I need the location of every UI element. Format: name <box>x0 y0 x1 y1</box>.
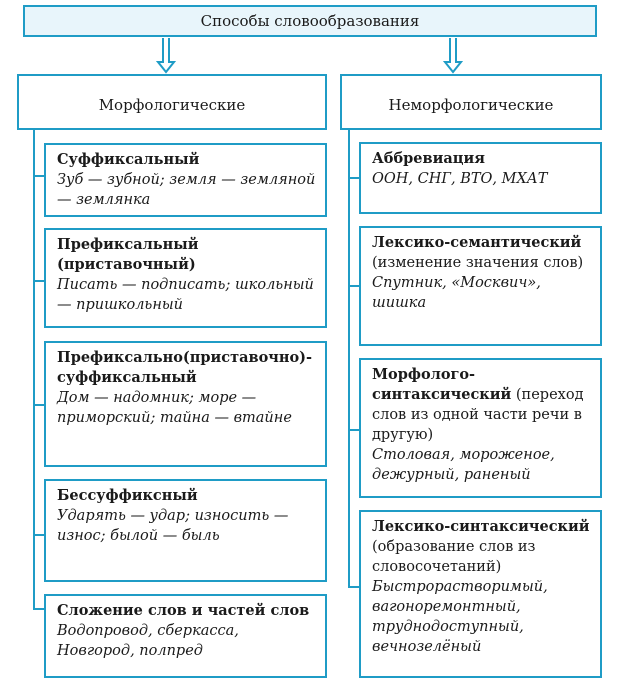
abbreviation-examples: ООН, СНГ, ВТО, МХАТ <box>372 171 548 187</box>
prefix-suffix-method-examples: Дом — надомник; море — приморский; тайна — втайне <box>57 390 292 426</box>
morpho-syntactic-box <box>359 358 602 498</box>
morpho-syntactic-desc: (переход слов из одной части речи в другую) <box>372 387 584 443</box>
morpho-syntactic-name: Морфолого-синтаксический <box>372 366 512 403</box>
prefix-method-box <box>44 228 327 328</box>
nonmorphological-heading <box>340 74 602 130</box>
lexical-semantic-desc: (изменение значения слов) <box>372 255 584 271</box>
compounding-method-examples: Водопровод, сберкасса, Новгород, полпред <box>57 623 239 659</box>
suffix-method-name: Суффиксальный <box>57 151 200 168</box>
lexical-syntactic-examples: Быстрорастворимый, вагоноремонтный, труднодоступный, вечнозелёный <box>372 579 548 655</box>
nonmorphological-heading-text: Неморфологические <box>388 96 554 114</box>
left-connector-vertical <box>33 129 35 609</box>
prefix-suffix-method-name: Префиксально(приставочно)-суффиксальный <box>57 349 313 386</box>
nonsuffix-method-examples: Ударять — удар; износить — износ; былой — быль <box>57 508 289 544</box>
nonsuffix-method-name: Бессуффиксный <box>57 487 198 504</box>
diagram-title-text: Способы словообразования <box>200 12 420 30</box>
lexical-semantic-examples: Спутник, «Москвич», шишка <box>372 275 541 311</box>
right-connector-vertical <box>348 129 350 588</box>
lexical-semantic-box <box>359 226 602 346</box>
lexical-semantic-name: Лексико-семантический <box>372 234 582 251</box>
suffix-method-box <box>44 143 327 217</box>
morphological-heading <box>17 74 327 130</box>
compounding-method-name: Сложение слов и частей слов <box>57 602 310 619</box>
prefix-method-name: Префиксальный (приставочный) <box>57 236 199 273</box>
abbreviation-name: Аббревиация <box>372 150 485 167</box>
prefix-suffix-method-box <box>44 341 327 467</box>
arrow-down-right-icon <box>443 38 463 74</box>
abbreviation-box <box>359 142 602 214</box>
diagram-title <box>23 5 597 37</box>
lexical-syntactic-desc: (образование слов из словосочетаний) <box>372 539 536 575</box>
morphological-heading-text: Морфологические <box>98 96 246 114</box>
lexical-syntactic-name: Лексико-синтаксический <box>372 518 590 535</box>
lexical-syntactic-box <box>359 510 602 678</box>
arrow-down-left-icon <box>156 38 176 74</box>
compounding-method-box <box>44 594 327 678</box>
morpho-syntactic-examples: Столовая, мороженое, дежурный, раненый <box>372 447 555 483</box>
nonsuffix-method-box <box>44 479 327 582</box>
suffix-method-examples: Зуб — зубной; земля — земляной — землянка <box>57 172 316 208</box>
prefix-method-examples: Писать — подписать; школьный — пришкольный <box>57 277 314 313</box>
